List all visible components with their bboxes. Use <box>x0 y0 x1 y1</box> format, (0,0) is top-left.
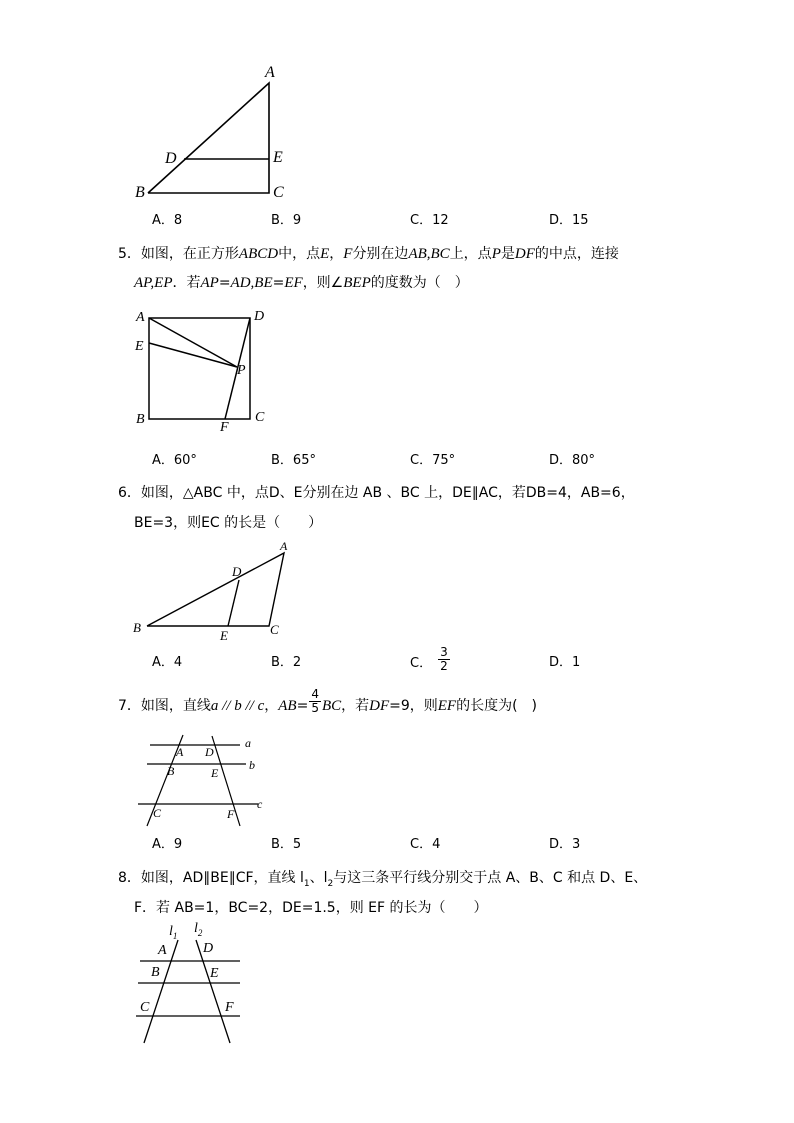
q8-sub2: 2 <box>327 878 334 889</box>
q4-option-c[interactable]: C．12 <box>410 213 449 228</box>
fig8-label-F: F <box>225 1000 234 1015</box>
q5-u9: = <box>272 275 285 291</box>
q8-stem-line2: F．若 AB=1，BC=2，DE=1.5，则 EF 的长为（ ） <box>134 900 488 916</box>
fig8-label-l2 <box>194 922 202 938</box>
fig7-label-E: E <box>211 766 219 780</box>
q5-t1: ABCD <box>238 246 279 262</box>
fig8-label-A: A <box>158 943 167 958</box>
q5-t10: 上，点 <box>449 246 492 262</box>
q8-l1b: 、l <box>309 870 328 886</box>
q5-option-a[interactable]: A．60° <box>152 453 197 468</box>
q5-u8: BE <box>254 275 273 291</box>
q5-u10: EF <box>284 275 303 291</box>
fig5-label-C: C <box>255 410 265 425</box>
q5-option-c[interactable]: C．75° <box>410 453 456 468</box>
q5-u4: AP <box>200 275 219 291</box>
q5-t14: 的中点，连接 <box>534 246 619 262</box>
fig4-label-B: B <box>135 184 145 201</box>
fig8-l1-text: l <box>169 924 173 939</box>
q5-u13: 的度数为（ ） <box>370 275 469 291</box>
q7-option-c[interactable]: C．4 <box>410 837 441 852</box>
fig8-label-C: C <box>140 1000 150 1015</box>
q5-u0: AP <box>134 275 151 291</box>
q5-t13: DF <box>514 246 535 262</box>
q5-u3: ．若 <box>172 275 201 291</box>
fig8-label-B: B <box>151 965 160 980</box>
q8-l1c: 与这三条平行线分别交于点 A、B、C 和点 D、E、 <box>333 870 648 886</box>
fig6-label-B: B <box>133 620 141 635</box>
fig7-label-D: D <box>205 745 214 759</box>
q6-stem-line1: 6．如图，△ABC 中，点D、E分别在边 AB 、BC 上，DE∥AC，若DB=4，AB=6， <box>118 485 635 501</box>
q5-t12: 是 <box>500 246 515 262</box>
fig7-label-b: b <box>249 758 255 772</box>
q5-t3: E <box>320 246 330 262</box>
fig7-label-F: F <box>227 807 235 821</box>
q6-option-c-prefix: C． <box>410 656 433 671</box>
q5-u7: , <box>250 275 255 291</box>
fig4-label-D: D <box>165 150 177 167</box>
fig7-label-B: B <box>167 764 175 778</box>
q7-option-b[interactable]: B．5 <box>271 837 302 852</box>
q5-t4: ， <box>329 246 344 262</box>
fig6-label-E: E <box>220 628 228 643</box>
fig6-label-C: C <box>270 622 279 637</box>
q7-ab: AB <box>278 698 297 714</box>
q5-option-d[interactable]: D．80° <box>549 453 596 468</box>
q4-option-a[interactable]: A．8 <box>152 213 183 228</box>
q6-option-d[interactable]: D．1 <box>549 655 581 670</box>
fig7-label-A: A <box>176 745 184 759</box>
fig4-label-A: A <box>265 64 275 81</box>
q5-u5: = <box>218 275 231 291</box>
fig8-label-D: D <box>203 941 214 956</box>
q6-stem-line2: BE=3，则EC 的长是（ ） <box>134 515 323 531</box>
fraction-denominator: 5 <box>311 700 319 715</box>
fraction-numerator: 4 <box>311 686 319 701</box>
fig8-l2-text: l <box>194 921 198 936</box>
q5-t11: P <box>491 246 501 262</box>
q5-t8: , <box>426 246 431 262</box>
q5-u6: AD <box>230 275 251 291</box>
fig8-label-E: E <box>210 966 219 981</box>
q5-t0: 5．如图，在正方形 <box>118 246 239 262</box>
fig4-label-E: E <box>273 149 283 166</box>
fig8-l1-sub: 1 <box>172 930 178 941</box>
q6-option-b[interactable]: B．2 <box>271 655 302 670</box>
q5-option-b[interactable]: B．65° <box>271 453 316 468</box>
fig5-label-E: E <box>135 339 144 354</box>
fig5-label-P: P <box>237 363 246 378</box>
q7-prefix: 7．如图，直线 <box>118 698 211 714</box>
q7-parallel-lines: a // b // c <box>210 698 265 714</box>
q5-u11: ，则∠ <box>302 275 344 291</box>
fig7-label-a: a <box>245 736 251 750</box>
fraction-numerator: 3 <box>440 645 448 659</box>
q6-option-a[interactable]: A．4 <box>152 655 183 670</box>
fig7-label-c: c <box>257 797 263 811</box>
q7-ef: EF <box>437 698 457 714</box>
fig5-label-D: D <box>254 309 265 324</box>
fig5-label-F: F <box>220 420 229 435</box>
q7-eq9: =9，则 <box>389 698 438 714</box>
q7-option-d[interactable]: D．3 <box>549 837 581 852</box>
q7-df: DF <box>369 698 390 714</box>
q7-bc: BC <box>321 698 342 714</box>
q8-sub1: 1 <box>303 878 310 889</box>
fig5-label-A: A <box>136 310 145 325</box>
q7-option-a[interactable]: A．9 <box>152 837 183 852</box>
q5-t9: BC <box>430 246 450 262</box>
fig5-label-B: B <box>136 412 145 427</box>
q7-mid2: ，若 <box>341 698 370 714</box>
fig6-label-D: D <box>232 564 242 579</box>
fig7-label-C: C <box>153 806 162 820</box>
q4-option-b[interactable]: B．9 <box>271 213 302 228</box>
q4-option-d[interactable]: D．15 <box>549 213 589 228</box>
q5-t2: 中，点 <box>278 246 321 262</box>
fig6-label-A: A <box>280 539 288 553</box>
q8-l1a: 8．如图，AD∥BE∥CF，直线 l <box>118 870 304 886</box>
q5-t5: F <box>343 246 353 262</box>
q5-t7: AB <box>408 246 427 262</box>
q5-u12: BEP <box>343 275 371 291</box>
q5-t6: 分别在边 <box>352 246 409 262</box>
fraction-denominator: 2 <box>440 659 448 673</box>
q7-eq: = <box>296 698 309 714</box>
q5-u1: , <box>150 275 155 291</box>
fig4-label-C: C <box>273 184 284 201</box>
fig8-label-l1 <box>169 925 177 941</box>
q7-mid1: ， <box>264 698 279 714</box>
fig8-l2-sub: 2 <box>197 927 203 938</box>
q5-u2: EP <box>154 275 173 291</box>
q7-suffix: 的长度为( ) <box>456 698 538 714</box>
